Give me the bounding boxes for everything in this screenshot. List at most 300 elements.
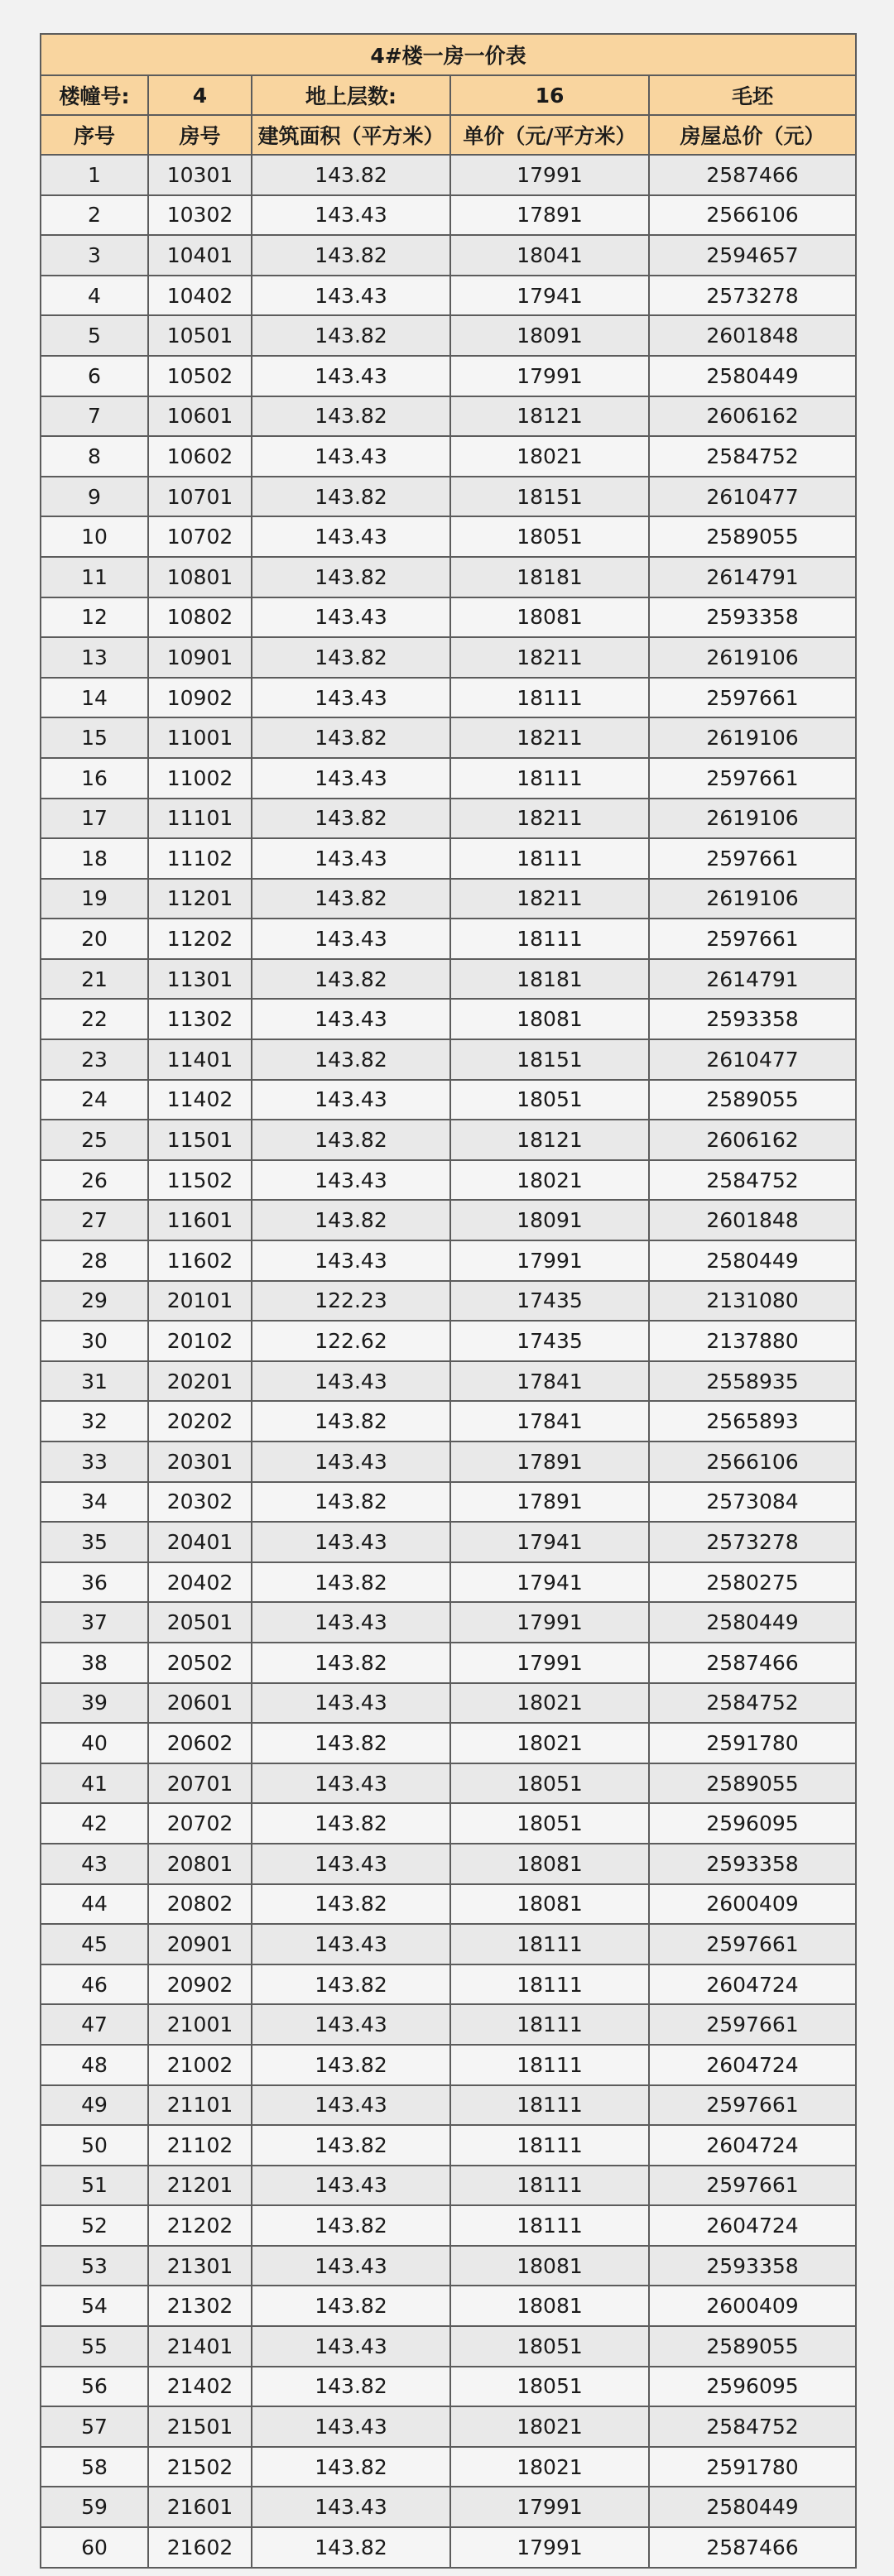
table-row xyxy=(41,1602,856,1643)
cell-unit-price: 18081 xyxy=(450,2246,649,2286)
cell-unit-price: 18081 xyxy=(450,999,649,1039)
cell-room-number: 21302 xyxy=(148,2286,252,2326)
table-row xyxy=(41,2085,856,2126)
cell-area: 143.82 xyxy=(252,2125,450,2166)
cell-room-number: 21401 xyxy=(148,2326,252,2367)
table-row xyxy=(41,2246,856,2286)
cell-total-price: 2610477 xyxy=(649,1039,856,1080)
cell-room-number: 10602 xyxy=(148,436,252,477)
cell-index: 30 xyxy=(41,1321,148,1361)
cell-area: 143.82 xyxy=(252,477,450,517)
cell-room-number: 11401 xyxy=(148,1039,252,1080)
cell-index: 59 xyxy=(41,2487,148,2527)
cell-unit-price: 17991 xyxy=(450,1602,649,1643)
cell-index: 57 xyxy=(41,2406,148,2447)
cell-room-number: 20401 xyxy=(148,1522,252,1562)
cell-total-price: 2597661 xyxy=(649,919,856,959)
cell-room-number: 20602 xyxy=(148,1723,252,1763)
table-row xyxy=(41,356,856,396)
cell-unit-price: 18211 xyxy=(450,799,649,839)
cell-total-price: 2600409 xyxy=(649,2286,856,2326)
cell-room-number: 21501 xyxy=(148,2406,252,2447)
cell-area: 143.43 xyxy=(252,2166,450,2206)
table-row xyxy=(41,1723,856,1763)
table-row xyxy=(41,1683,856,1724)
cell-unit-price: 18151 xyxy=(450,1039,649,1080)
cell-room-number: 10401 xyxy=(148,235,252,276)
cell-unit-price: 17991 xyxy=(450,2487,649,2527)
cell-area: 143.82 xyxy=(252,1120,450,1160)
building-info-row xyxy=(41,75,856,115)
cell-room-number: 11002 xyxy=(148,758,252,799)
cell-unit-price: 17891 xyxy=(450,195,649,236)
cell-total-price: 2593358 xyxy=(649,597,856,638)
cell-unit-price: 18111 xyxy=(450,2125,649,2166)
cell-unit-price: 18111 xyxy=(450,2045,649,2085)
cell-unit-price: 18021 xyxy=(450,1683,649,1724)
cell-room-number: 21402 xyxy=(148,2367,252,2407)
cell-unit-price: 17435 xyxy=(450,1281,649,1322)
cell-unit-price: 18021 xyxy=(450,2406,649,2447)
cell-total-price: 2591780 xyxy=(649,2447,856,2487)
floors-value: 16 xyxy=(450,75,649,115)
cell-area: 143.43 xyxy=(252,1763,450,1804)
table-row xyxy=(41,2125,856,2166)
table-row xyxy=(41,879,856,919)
table-row xyxy=(41,1039,856,1080)
cell-index: 25 xyxy=(41,1120,148,1160)
cell-room-number: 20402 xyxy=(148,1562,252,1603)
cell-total-price: 2597661 xyxy=(649,2085,856,2126)
cell-total-price: 2619106 xyxy=(649,637,856,678)
cell-index: 29 xyxy=(41,1281,148,1322)
cell-total-price: 2597661 xyxy=(649,1924,856,1964)
cell-area: 143.43 xyxy=(252,1522,450,1562)
cell-area: 143.43 xyxy=(252,919,450,959)
cell-area: 143.82 xyxy=(252,717,450,758)
table-row xyxy=(41,2205,856,2246)
cell-total-price: 2593358 xyxy=(649,999,856,1039)
cell-unit-price: 18111 xyxy=(450,1964,649,2005)
table-body xyxy=(41,34,856,2568)
cell-area: 143.82 xyxy=(252,1401,450,1442)
cell-unit-price: 18121 xyxy=(450,396,649,437)
cell-unit-price: 18211 xyxy=(450,879,649,919)
cell-unit-price: 18121 xyxy=(450,1120,649,1160)
table-row xyxy=(41,1321,856,1361)
cell-room-number: 20801 xyxy=(148,1844,252,1884)
cell-room-number: 21601 xyxy=(148,2487,252,2527)
cell-unit-price: 18021 xyxy=(450,2447,649,2487)
cell-room-number: 20701 xyxy=(148,1763,252,1804)
table-row xyxy=(41,999,856,1039)
cell-total-price: 2580449 xyxy=(649,1240,856,1281)
table-title-row xyxy=(41,34,856,75)
cell-room-number: 11402 xyxy=(148,1080,252,1120)
cell-total-price: 2597661 xyxy=(649,678,856,718)
cell-index: 3 xyxy=(41,235,148,276)
cell-total-price: 2580275 xyxy=(649,1562,856,1603)
cell-room-number: 21202 xyxy=(148,2205,252,2246)
cell-room-number: 11601 xyxy=(148,1200,252,1240)
cell-room-number: 20301 xyxy=(148,1442,252,1482)
cell-total-price: 2131080 xyxy=(649,1281,856,1322)
cell-unit-price: 18111 xyxy=(450,919,649,959)
table-row xyxy=(41,516,856,557)
cell-total-price: 2619106 xyxy=(649,799,856,839)
column-header-index: 序号 xyxy=(41,115,148,155)
cell-index: 34 xyxy=(41,1482,148,1523)
cell-index: 21 xyxy=(41,959,148,1000)
table-row xyxy=(41,1924,856,1964)
cell-area: 143.43 xyxy=(252,436,450,477)
cell-unit-price: 18091 xyxy=(450,1200,649,1240)
cell-index: 13 xyxy=(41,637,148,678)
table-row xyxy=(41,436,856,477)
cell-room-number: 11301 xyxy=(148,959,252,1000)
cell-area: 143.82 xyxy=(252,1643,450,1683)
cell-room-number: 20501 xyxy=(148,1602,252,1643)
cell-area: 143.43 xyxy=(252,276,450,316)
cell-area: 143.82 xyxy=(252,2045,450,2085)
cell-index: 52 xyxy=(41,2205,148,2246)
cell-index: 17 xyxy=(41,799,148,839)
cell-room-number: 20902 xyxy=(148,1964,252,2005)
cell-room-number: 11001 xyxy=(148,717,252,758)
cell-room-number: 11501 xyxy=(148,1120,252,1160)
cell-total-price: 2584752 xyxy=(649,2406,856,2447)
cell-total-price: 2580449 xyxy=(649,2487,856,2527)
table-row xyxy=(41,477,856,517)
cell-room-number: 20502 xyxy=(148,1643,252,1683)
cell-area: 143.43 xyxy=(252,758,450,799)
table-row xyxy=(41,1080,856,1120)
cell-area: 143.82 xyxy=(252,637,450,678)
table-row xyxy=(41,799,856,839)
cell-total-price: 2600409 xyxy=(649,1884,856,1925)
cell-index: 42 xyxy=(41,1803,148,1844)
cell-area: 143.82 xyxy=(252,1964,450,2005)
table-row xyxy=(41,1803,856,1844)
cell-unit-price: 18081 xyxy=(450,597,649,638)
cell-room-number: 20601 xyxy=(148,1683,252,1724)
column-header-row xyxy=(41,115,856,155)
cell-index: 9 xyxy=(41,477,148,517)
cell-unit-price: 18081 xyxy=(450,2286,649,2326)
cell-index: 33 xyxy=(41,1442,148,1482)
cell-room-number: 21201 xyxy=(148,2166,252,2206)
cell-unit-price: 18091 xyxy=(450,315,649,356)
cell-unit-price: 18021 xyxy=(450,1723,649,1763)
cell-unit-price: 17991 xyxy=(450,155,649,195)
cell-index: 58 xyxy=(41,2447,148,2487)
cell-area: 143.43 xyxy=(252,2246,450,2286)
cell-total-price: 2619106 xyxy=(649,717,856,758)
cell-area: 143.82 xyxy=(252,396,450,437)
cell-index: 8 xyxy=(41,436,148,477)
table-row xyxy=(41,919,856,959)
cell-area: 143.43 xyxy=(252,1080,450,1120)
table-row xyxy=(41,597,856,638)
cell-index: 5 xyxy=(41,315,148,356)
cell-index: 18 xyxy=(41,838,148,879)
cell-area: 143.43 xyxy=(252,1602,450,1643)
cell-total-price: 2565893 xyxy=(649,1401,856,1442)
cell-unit-price: 18041 xyxy=(450,235,649,276)
table-row xyxy=(41,315,856,356)
cell-unit-price: 18211 xyxy=(450,717,649,758)
table-row xyxy=(41,155,856,195)
cell-area: 143.82 xyxy=(252,2527,450,2568)
cell-room-number: 10902 xyxy=(148,678,252,718)
cell-total-price: 2587466 xyxy=(649,1643,856,1683)
cell-index: 37 xyxy=(41,1602,148,1643)
cell-index: 49 xyxy=(41,2085,148,2126)
cell-area: 143.82 xyxy=(252,2205,450,2246)
cell-total-price: 2597661 xyxy=(649,838,856,879)
cell-room-number: 11302 xyxy=(148,999,252,1039)
cell-area: 122.23 xyxy=(252,1281,450,1322)
cell-total-price: 2587466 xyxy=(649,155,856,195)
cell-unit-price: 18211 xyxy=(450,637,649,678)
table-title: 4#楼一房一价表 xyxy=(41,34,856,75)
cell-room-number: 21101 xyxy=(148,2085,252,2126)
cell-unit-price: 18111 xyxy=(450,678,649,718)
cell-index: 36 xyxy=(41,1562,148,1603)
cell-total-price: 2597661 xyxy=(649,758,856,799)
cell-unit-price: 18111 xyxy=(450,838,649,879)
cell-index: 28 xyxy=(41,1240,148,1281)
cell-area: 143.43 xyxy=(252,2326,450,2367)
cell-index: 56 xyxy=(41,2367,148,2407)
cell-area: 143.43 xyxy=(252,2406,450,2447)
cell-unit-price: 18051 xyxy=(450,516,649,557)
cell-unit-price: 17991 xyxy=(450,1643,649,1683)
cell-unit-price: 18111 xyxy=(450,2085,649,2126)
cell-area: 143.43 xyxy=(252,1844,450,1884)
table-row xyxy=(41,637,856,678)
cell-total-price: 2566106 xyxy=(649,195,856,236)
table-row xyxy=(41,1643,856,1683)
cell-unit-price: 18081 xyxy=(450,1844,649,1884)
cell-total-price: 2604724 xyxy=(649,2205,856,2246)
cell-unit-price: 17841 xyxy=(450,1401,649,1442)
cell-room-number: 10701 xyxy=(148,477,252,517)
cell-area: 143.43 xyxy=(252,2004,450,2045)
cell-area: 143.43 xyxy=(252,999,450,1039)
cell-index: 7 xyxy=(41,396,148,437)
cell-unit-price: 17941 xyxy=(450,1522,649,1562)
cell-unit-price: 18021 xyxy=(450,1160,649,1201)
table-row xyxy=(41,1482,856,1523)
cell-area: 143.82 xyxy=(252,1884,450,1925)
cell-room-number: 21102 xyxy=(148,2125,252,2166)
cell-index: 41 xyxy=(41,1763,148,1804)
cell-index: 53 xyxy=(41,2246,148,2286)
cell-total-price: 2604724 xyxy=(649,2125,856,2166)
cell-total-price: 2587466 xyxy=(649,2527,856,2568)
cell-unit-price: 17941 xyxy=(450,276,649,316)
cell-area: 143.43 xyxy=(252,678,450,718)
table-row xyxy=(41,838,856,879)
table-row xyxy=(41,276,856,316)
cell-room-number: 10802 xyxy=(148,597,252,638)
table-row xyxy=(41,758,856,799)
cell-total-price: 2593358 xyxy=(649,1844,856,1884)
table-row xyxy=(41,1281,856,1322)
cell-total-price: 2601848 xyxy=(649,315,856,356)
cell-area: 143.82 xyxy=(252,557,450,597)
cell-room-number: 20102 xyxy=(148,1321,252,1361)
cell-room-number: 10601 xyxy=(148,396,252,437)
table-row xyxy=(41,1401,856,1442)
cell-unit-price: 18151 xyxy=(450,477,649,517)
cell-index: 23 xyxy=(41,1039,148,1080)
table-row xyxy=(41,2406,856,2447)
table-row xyxy=(41,1442,856,1482)
cell-total-price: 2596095 xyxy=(649,2367,856,2407)
cell-index: 16 xyxy=(41,758,148,799)
cell-total-price: 2597661 xyxy=(649,2166,856,2206)
table-row xyxy=(41,235,856,276)
table-row xyxy=(41,1240,856,1281)
cell-total-price: 2137880 xyxy=(649,1321,856,1361)
cell-index: 38 xyxy=(41,1643,148,1683)
cell-total-price: 2604724 xyxy=(649,1964,856,2005)
cell-total-price: 2606162 xyxy=(649,1120,856,1160)
finish-status: 毛坯 xyxy=(649,75,856,115)
cell-area: 143.82 xyxy=(252,235,450,276)
cell-index: 48 xyxy=(41,2045,148,2085)
building-label: 楼幢号: xyxy=(41,75,148,115)
cell-unit-price: 17941 xyxy=(450,1562,649,1603)
cell-total-price: 2584752 xyxy=(649,436,856,477)
cell-total-price: 2589055 xyxy=(649,1763,856,1804)
column-header-room: 房号 xyxy=(148,115,252,155)
cell-room-number: 10402 xyxy=(148,276,252,316)
column-header-unit-price: 单价（元/平方米） xyxy=(450,115,649,155)
cell-total-price: 2584752 xyxy=(649,1683,856,1724)
cell-unit-price: 17891 xyxy=(450,1442,649,1482)
table-row xyxy=(41,2487,856,2527)
cell-total-price: 2589055 xyxy=(649,1080,856,1120)
cell-area: 143.43 xyxy=(252,195,450,236)
cell-index: 35 xyxy=(41,1522,148,1562)
cell-total-price: 2558935 xyxy=(649,1361,856,1402)
cell-area: 143.43 xyxy=(252,1240,450,1281)
cell-area: 143.43 xyxy=(252,1924,450,1964)
table-row xyxy=(41,195,856,236)
price-table xyxy=(40,33,857,2569)
cell-index: 20 xyxy=(41,919,148,959)
cell-room-number: 11502 xyxy=(148,1160,252,1201)
table-row xyxy=(41,1884,856,1925)
cell-total-price: 2614791 xyxy=(649,557,856,597)
cell-room-number: 20101 xyxy=(148,1281,252,1322)
table-row xyxy=(41,2527,856,2568)
cell-area: 143.43 xyxy=(252,1683,450,1724)
cell-index: 60 xyxy=(41,2527,148,2568)
cell-room-number: 21502 xyxy=(148,2447,252,2487)
column-header-total-price: 房屋总价（元） xyxy=(649,115,856,155)
cell-index: 46 xyxy=(41,1964,148,2005)
table-row xyxy=(41,1562,856,1603)
cell-index: 32 xyxy=(41,1401,148,1442)
cell-total-price: 2591780 xyxy=(649,1723,856,1763)
cell-total-price: 2606162 xyxy=(649,396,856,437)
table-row xyxy=(41,2045,856,2085)
cell-index: 22 xyxy=(41,999,148,1039)
table-row xyxy=(41,1844,856,1884)
cell-index: 51 xyxy=(41,2166,148,2206)
table-row xyxy=(41,1200,856,1240)
building-value: 4 xyxy=(148,75,252,115)
table-row xyxy=(41,1120,856,1160)
cell-area: 143.82 xyxy=(252,315,450,356)
cell-area: 143.43 xyxy=(252,597,450,638)
cell-total-price: 2597661 xyxy=(649,2004,856,2045)
table-row xyxy=(41,2367,856,2407)
cell-total-price: 2589055 xyxy=(649,2326,856,2367)
table-row xyxy=(41,396,856,437)
cell-unit-price: 18181 xyxy=(450,959,649,1000)
cell-area: 143.82 xyxy=(252,879,450,919)
cell-unit-price: 18051 xyxy=(450,2326,649,2367)
table-row xyxy=(41,678,856,718)
cell-area: 143.43 xyxy=(252,1361,450,1402)
cell-unit-price: 17991 xyxy=(450,1240,649,1281)
cell-unit-price: 18081 xyxy=(450,1884,649,1925)
cell-room-number: 20201 xyxy=(148,1361,252,1402)
cell-unit-price: 17891 xyxy=(450,1482,649,1523)
cell-total-price: 2610477 xyxy=(649,477,856,517)
cell-room-number: 21602 xyxy=(148,2527,252,2568)
table-row xyxy=(41,1522,856,1562)
cell-unit-price: 18111 xyxy=(450,2004,649,2045)
table-row xyxy=(41,2286,856,2326)
cell-room-number: 11102 xyxy=(148,838,252,879)
cell-room-number: 10901 xyxy=(148,637,252,678)
cell-index: 54 xyxy=(41,2286,148,2326)
cell-unit-price: 18111 xyxy=(450,1924,649,1964)
cell-total-price: 2593358 xyxy=(649,2246,856,2286)
cell-room-number: 10801 xyxy=(148,557,252,597)
cell-room-number: 21301 xyxy=(148,2246,252,2286)
cell-room-number: 20302 xyxy=(148,1482,252,1523)
cell-index: 43 xyxy=(41,1844,148,1884)
cell-area: 143.82 xyxy=(252,1723,450,1763)
cell-unit-price: 18051 xyxy=(450,1803,649,1844)
cell-total-price: 2573084 xyxy=(649,1482,856,1523)
cell-room-number: 10302 xyxy=(148,195,252,236)
cell-index: 26 xyxy=(41,1160,148,1201)
table-row xyxy=(41,959,856,1000)
cell-total-price: 2604724 xyxy=(649,2045,856,2085)
cell-total-price: 2580449 xyxy=(649,356,856,396)
cell-index: 31 xyxy=(41,1361,148,1402)
cell-room-number: 20901 xyxy=(148,1924,252,1964)
cell-index: 12 xyxy=(41,597,148,638)
table-row xyxy=(41,1964,856,2005)
cell-area: 143.82 xyxy=(252,2367,450,2407)
table-row xyxy=(41,2166,856,2206)
cell-unit-price: 18051 xyxy=(450,1763,649,1804)
cell-unit-price: 18051 xyxy=(450,2367,649,2407)
cell-room-number: 10502 xyxy=(148,356,252,396)
cell-area: 143.43 xyxy=(252,1160,450,1201)
cell-unit-price: 17841 xyxy=(450,1361,649,1402)
cell-index: 44 xyxy=(41,1884,148,1925)
